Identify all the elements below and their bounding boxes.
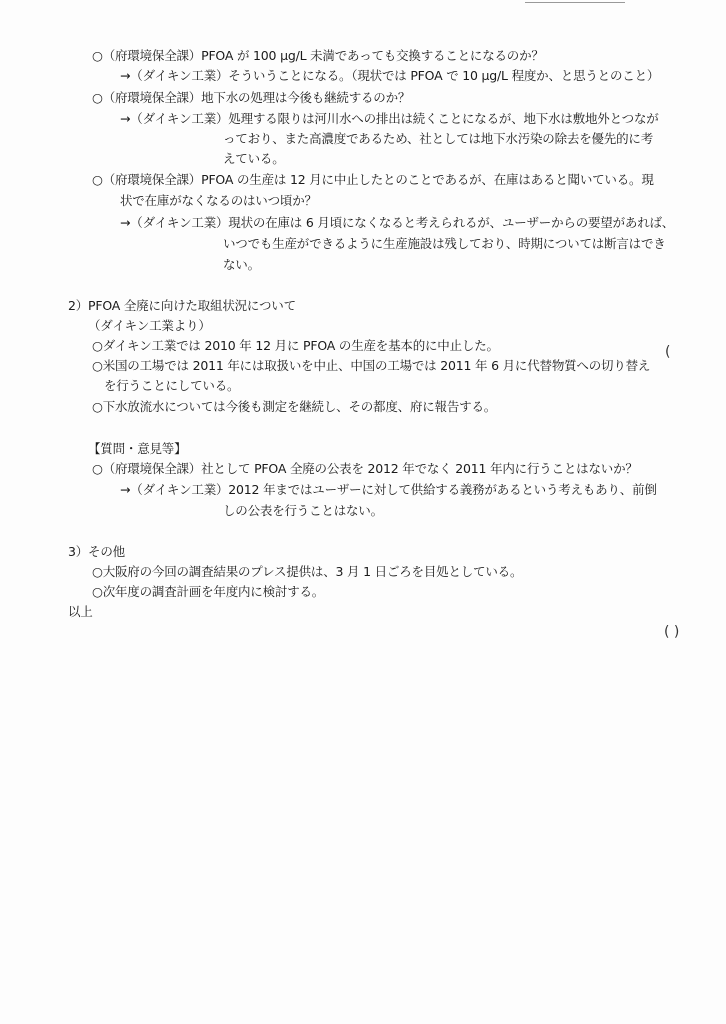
section-3-item-2: ○次年度の調査計画を年度内に検討する。 — [92, 584, 325, 599]
section-2-item-3: ○下水放流水については今後も測定を継続し、その都度、府に報告する。 — [92, 399, 497, 414]
section-2-item-1: ○ダイキン工業では 2010 年 12 月に PFOA の生産を基本的に中止した。 — [92, 338, 499, 353]
section-2-heading: 2）PFOA 全廃に向けた取組状況について — [68, 298, 296, 313]
answer-3-line-3: ない。 — [223, 257, 260, 272]
qa-heading: 【質問・意見等】 — [88, 441, 187, 456]
question-1: ○（府環境保全課）PFOA が 100 μg/L 未満であっても交換することになるのか？ — [92, 48, 544, 63]
section-2-item-2-line-1: ○米国の工場では 2011 年には取扱いを中止、中国の工場では 2011 年 6 月に代替物質への切り替え — [92, 358, 651, 373]
question-3-line-2: 状で在庫がなくなるのはいつ頃か？ — [120, 193, 317, 208]
margin-paren-mark: ( — [665, 344, 671, 360]
answer-1: →（ダイキン工業）そういうことになる。（現状では PFOA で 10 μg/L 程度か、と思うとのこと） — [120, 68, 660, 83]
answer-3-line-1: →（ダイキン工業）現状の在庫は 6 月頃になくなると考えられるが、ユーザーからの要望があれば、 — [120, 215, 675, 230]
section-2-answer-line-2: しの公表を行うことはない。 — [223, 503, 383, 518]
section-2-source: （ダイキン工業より） — [88, 318, 211, 333]
answer-2-line-1: →（ダイキン工業）処理する限りは河川水への排出は続くことになるが、地下水は敷地外とつなが — [120, 111, 659, 126]
section-3-item-1: ○大阪府の今回の調査結果のプレス提供は、3 月 1 日ごろを目処としている。 — [92, 564, 523, 579]
section-2-question: ○（府環境保全課）社として PFOA 全廃の公表を 2012 年でなく 2011 年内に行うことはないか？ — [92, 461, 638, 476]
top-edge-line — [525, 2, 625, 3]
section-2-item-2-line-2: を行うことにしている。 — [104, 378, 240, 393]
answer-3-line-2: いつでも生産ができるように生産施設は残しており、時期については断言はでき — [223, 236, 666, 251]
question-3-line-1: ○（府環境保全課）PFOA の生産は 12 月に中止したとのことであるが、在庫はあると聞いている。現 — [92, 172, 654, 187]
question-2: ○（府環境保全課）地下水の処理は今後も継続するのか？ — [92, 90, 411, 105]
section-3-heading: 3）その他 — [68, 544, 125, 559]
closing-text: 以上 — [68, 604, 93, 619]
answer-2-line-3: えている。 — [223, 151, 285, 166]
answer-2-line-2: っており、また高濃度であるため、社としては地下水汚染の除去を優先的に考 — [223, 131, 654, 146]
margin-paren-mark-2: ( ) — [664, 624, 680, 640]
section-2-answer-line-1: →（ダイキン工業）2012 年まではユーザーに対して供給する義務があるという考えもあり、前倒 — [120, 482, 657, 497]
